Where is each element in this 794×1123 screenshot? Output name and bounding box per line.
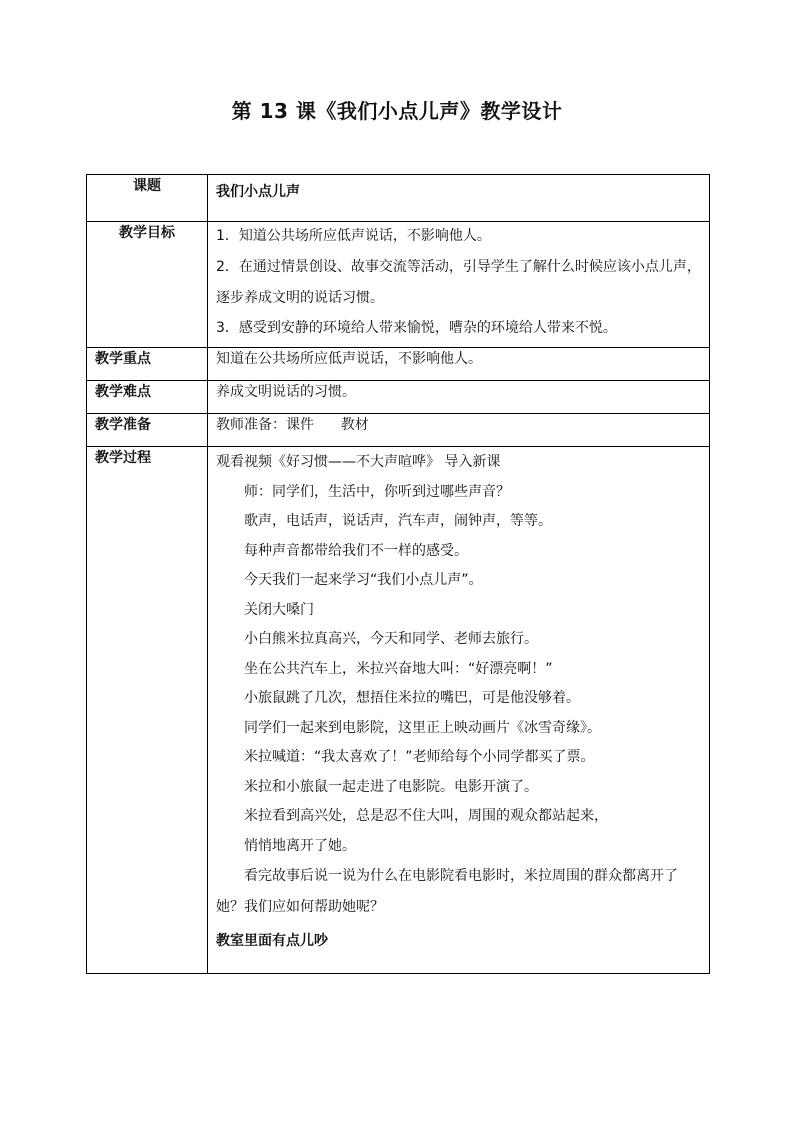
process-line: 小旅鼠跳了几次，想捂住米拉的嘴巴，可是他没够着。 [244,690,580,706]
row-preparation [87,414,710,447]
process-line: 米拉喊道：“我太喜欢了！”老师给每个小同学都买了票。 [244,749,595,765]
lesson-plan-table [86,174,710,974]
topic-text: 我们小点儿声 [216,184,300,200]
process-line: 米拉和小旅鼠一起走进了电影院。电影开演了。 [244,778,538,795]
goals-label: 教学目标 [87,222,208,348]
process-line: 米拉看到高兴处，总是忍不住大叫，周围的观众都站起来， [244,808,608,824]
goal-item: 1．知道公共场所应低声说话，不影响他人。 [216,228,491,244]
key-point-label: 教学重点 [87,348,208,381]
process-line: 关闭大嗓门 [244,601,314,618]
topic-label: 课题 [87,175,208,222]
process-label: 教学过程 [87,447,208,974]
process-line: 坐在公共汽车上，米拉兴奋地大叫：“好漂亮啊！” [244,660,553,677]
difficulty-label: 教学难点 [87,381,208,414]
key-point-value: 知道在公共场所应低声说话，不影响他人。 [208,348,710,381]
topic-value [208,175,710,222]
process-line: 悄悄地离开了她。 [244,837,356,854]
preparation-label: 教学准备 [87,414,208,447]
process-line: 小白熊米拉真高兴，今天和同学、老师去旅行。 [244,631,538,647]
process-line: 师：同学们，生活中，你听到过哪些声音？ [244,483,510,500]
row-difficulty [87,381,710,414]
process-subheading: 教室里面有点儿吵 [216,933,328,949]
goal-item: 3．感受到安静的环境给人带来愉悦，嘈杂的环境给人带来不悦。 [216,319,617,336]
goals-content [208,222,710,348]
row-process [87,447,710,974]
row-goals [87,222,710,348]
row-topic [87,175,710,222]
process-content [208,447,710,974]
difficulty-value: 养成文明说话的习惯。 [208,381,710,414]
process-line: 同学们一起来到电影院，这里正上映动画片《冰雪奇缘》。 [244,719,601,736]
process-line: 看完故事后说一说为什么在电影院看电影时，米拉周围的群众都离开了她？我们应如何帮助她呢？ [216,868,678,915]
goal-item: 2．在通过情景创设、故事交流等活动，引导学生了解什么时候应该小点儿声，逐步养成文明的说话习惯。 [216,258,701,306]
process-line: 歌声，电话声，说话声，汽车声，闹钟声，等等。 [244,513,552,529]
process-line: 今天我们一起来学习“我们小点儿声”。 [244,572,483,588]
preparation-value: 教师准备：课件 教材 [208,414,710,447]
process-line: 每种声音都带给我们不一样的感受。 [244,542,468,559]
document-title: 第 13 课《我们小点儿声》教学设计 [231,99,563,123]
row-key-point [87,348,710,381]
process-line: 观看视频《好习惯——不大声喧哗》 导入新课 [216,454,501,470]
